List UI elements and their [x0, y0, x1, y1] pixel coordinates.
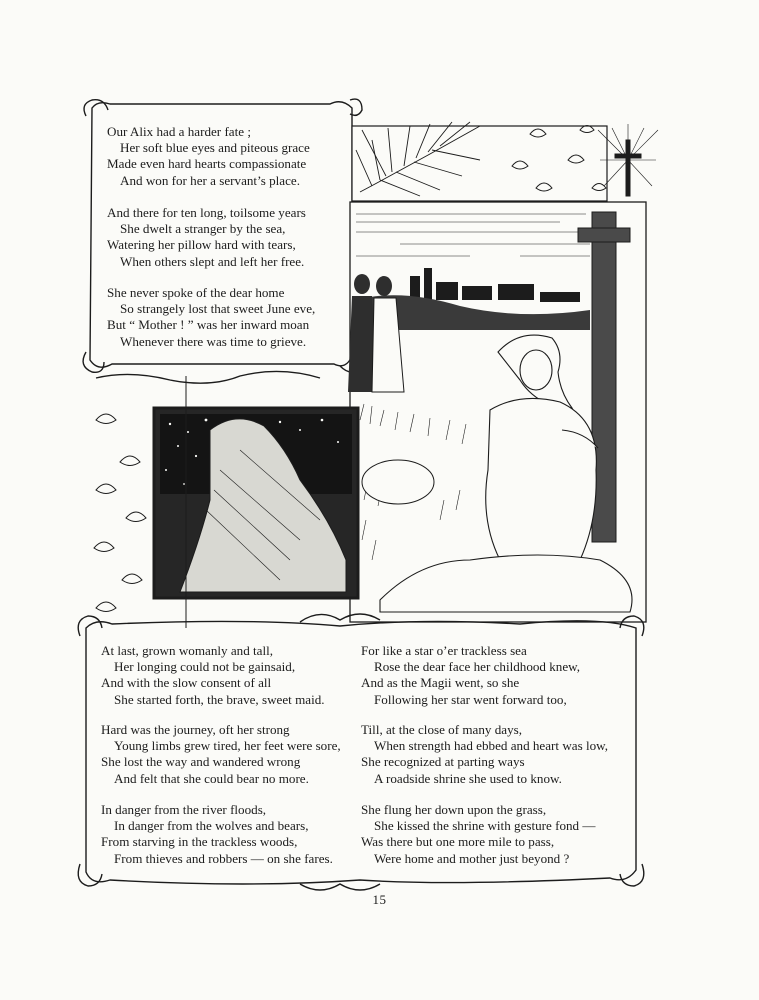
left-stanza-3 [101, 802, 333, 867]
page-number: 15 [372, 892, 387, 907]
poem-line: She dwelt a stranger by the sea, [120, 221, 286, 237]
right-stanza-3 [361, 802, 595, 867]
poem-line: When strength had ebbed and heart was low, [374, 738, 609, 754]
poem-line: And won for her a servant’s place. [120, 172, 300, 188]
poem-line: And felt that she could bear no more. [114, 770, 309, 786]
right-stanza-1 [361, 643, 580, 708]
poem-line: She never spoke of the dear home [107, 285, 285, 300]
poem-line: Rose the dear face her childhood knew, [374, 659, 581, 675]
poem-line: In danger from the river floods, [101, 802, 267, 817]
poem-line: Till, at the close of many days, [361, 722, 522, 737]
poem-line: And there for ten long, toilsome years [107, 205, 306, 220]
poem-line: In danger from the wolves and bears, [114, 818, 309, 834]
poem-line: Following her star went forward too, [374, 691, 567, 707]
poem-line: But “ Mother ! ” was her inward moan [107, 317, 310, 333]
poem-line: Was there but one more mile to pass, [361, 834, 555, 850]
poem-line: A roadside shrine she used to know. [374, 770, 562, 786]
left-stanza-2 [101, 722, 341, 787]
top-stanza-2 [107, 205, 306, 270]
poem-line: When others slept and left her free. [120, 253, 305, 269]
poem-line: Young limbs grew tired, her feet were sore, [114, 738, 341, 754]
poem-line: Her soft blue eyes and piteous grace [120, 140, 310, 156]
poem-line: Watering her pillow hard with tears, [107, 237, 296, 253]
poem-line: From thieves and robbers — on she fares. [114, 850, 333, 866]
top-stanza-3 [107, 285, 315, 350]
poem-line: Our Alix had a harder fate ; [107, 124, 251, 139]
night-window-illustration [154, 408, 358, 598]
right-stanza-2 [361, 722, 608, 787]
poem-line: She flung her down upon the grass, [361, 802, 547, 817]
poem-line: Hard was the journey, oft her strong [101, 722, 290, 737]
poem-line: And as the Magii went, so she [361, 675, 520, 691]
palm-panel [352, 122, 607, 201]
poem-line: For like a star o’er trackless sea [361, 643, 527, 658]
poem-line: From starving in the trackless woods, [101, 834, 298, 850]
poem-line: Were home and mother just beyond ? [374, 850, 570, 866]
poem-line: Her longing could not be gainsaid, [114, 659, 296, 675]
poem-line: Whenever there was time to grieve. [120, 333, 307, 349]
poem-line: She started forth, the brave, sweet maid. [114, 691, 325, 707]
poem-line: She kissed the shrine with gesture fond — [374, 818, 596, 834]
shrine-landscape-illustration [348, 202, 646, 622]
top-stanza-1 [107, 124, 310, 189]
poem-line: At last, grown womanly and tall, [101, 643, 274, 658]
poem-line: She recognized at parting ways [361, 754, 525, 770]
poem-line: So strangely lost that sweet June eve, [120, 301, 316, 317]
left-stanza-1 [101, 643, 325, 708]
poem-line: And with the slow consent of all [101, 675, 272, 691]
poem-line: Made even hard hearts compassionate [107, 156, 307, 172]
poem-line: She lost the way and wandered wrong [101, 754, 301, 770]
